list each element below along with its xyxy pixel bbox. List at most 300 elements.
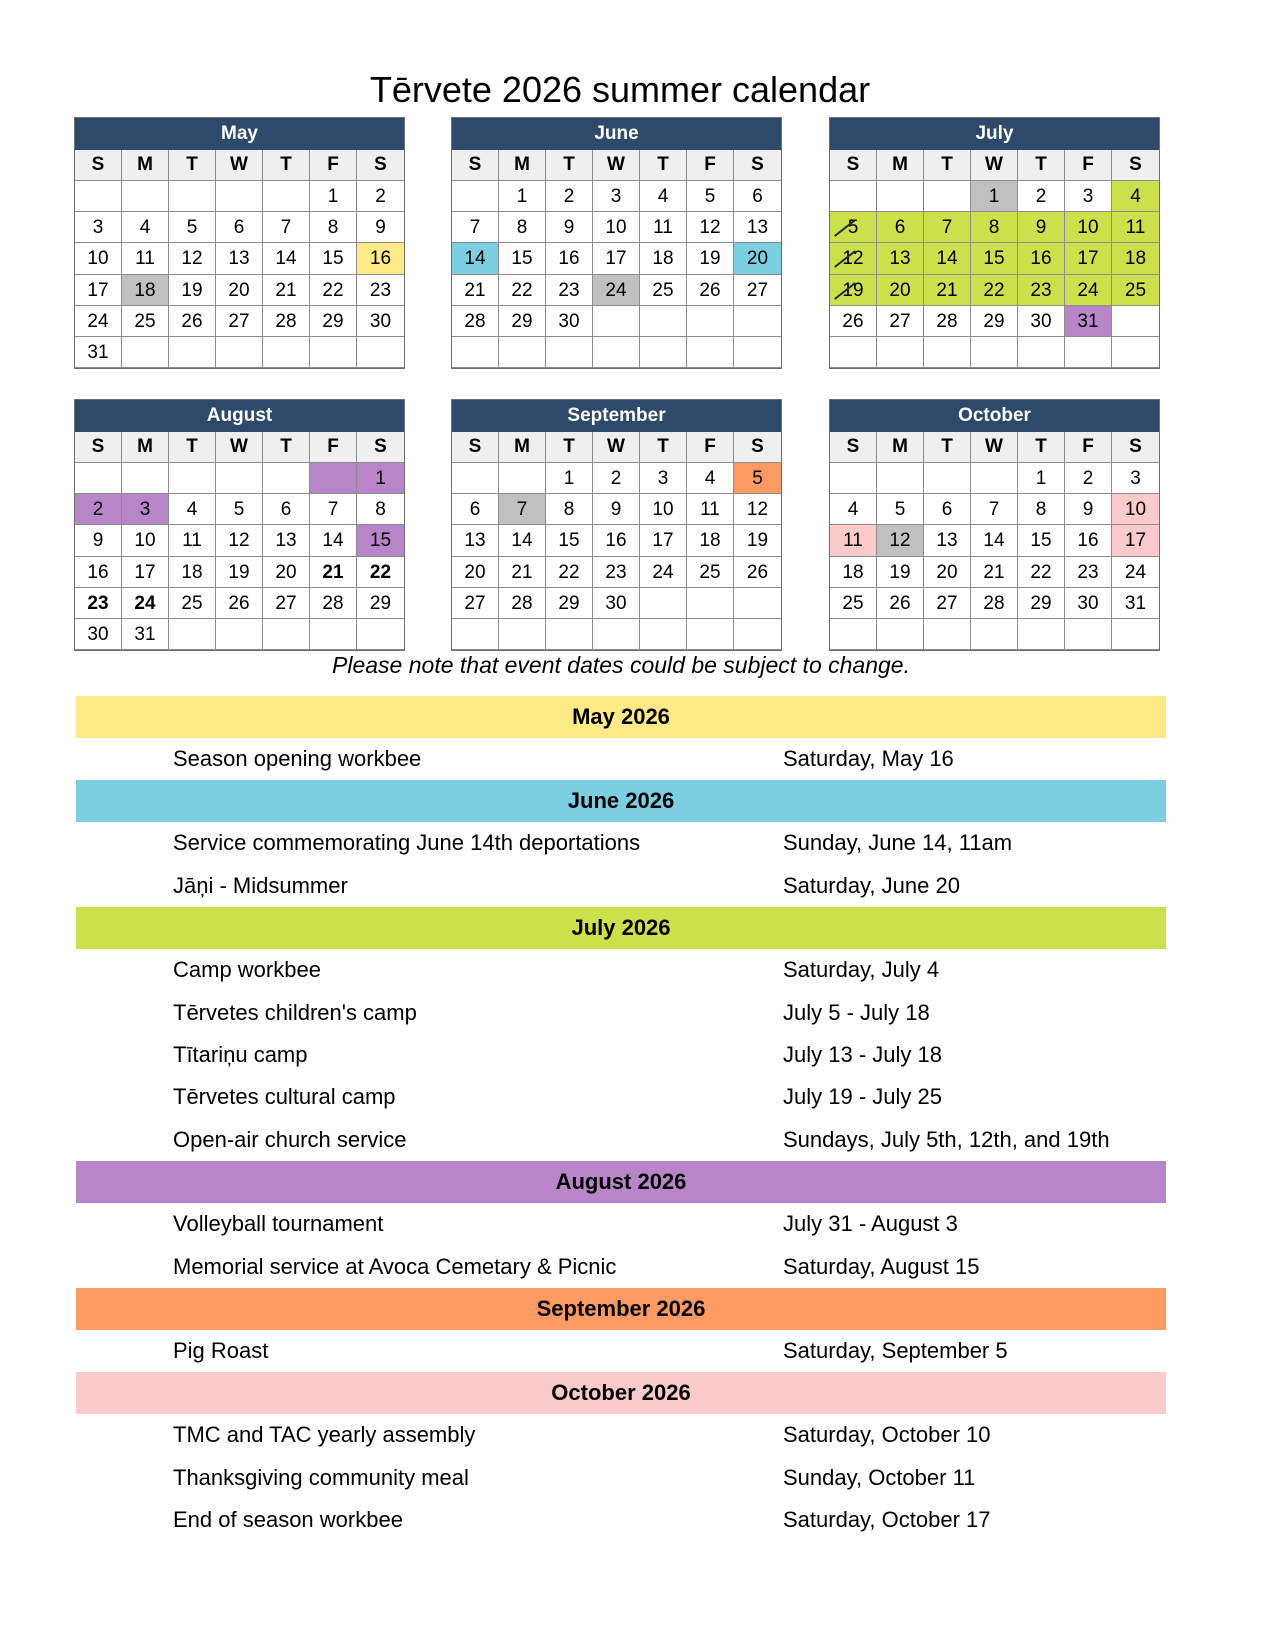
day-cell: 10 [75, 243, 122, 274]
day-cell: 26 [169, 306, 216, 337]
day-cell: 26 [830, 306, 877, 337]
day-cell: 9 [357, 212, 404, 243]
event-date: Saturday, October 10 [783, 1422, 991, 1448]
day-cell: 30 [75, 619, 122, 650]
day-cell: 3 [1065, 181, 1112, 212]
day-cell: 17 [122, 557, 169, 588]
empty-cell [310, 337, 357, 368]
day-cell: 6 [877, 212, 924, 243]
weekday-header: M [122, 150, 169, 181]
day-cell: 30 [1018, 306, 1065, 337]
day-cell: 16 [546, 243, 593, 274]
empty-cell [216, 463, 263, 494]
day-cell: 16 [593, 525, 640, 556]
day-cell: 11 [122, 243, 169, 274]
weekday-header: S [830, 432, 877, 463]
day-cell: 25 [1112, 275, 1159, 306]
empty-cell [640, 306, 687, 337]
month-name: October [830, 400, 1159, 432]
empty-cell [593, 306, 640, 337]
day-cell: 9 [75, 525, 122, 556]
month-name: August [75, 400, 404, 432]
day-cell: 5 [216, 494, 263, 525]
day-cell: 19 [830, 275, 877, 306]
day-cell: 7 [971, 494, 1018, 525]
day-cell: 7 [499, 494, 546, 525]
month-name: September [452, 400, 781, 432]
event-list [76, 696, 1166, 1541]
day-cell: 27 [263, 588, 310, 619]
day-cell: 15 [1018, 525, 1065, 556]
empty-cell [593, 337, 640, 368]
day-cell: 31 [1112, 588, 1159, 619]
day-cell: 30 [546, 306, 593, 337]
day-cell: 27 [216, 306, 263, 337]
event-date: Saturday, June 20 [783, 872, 960, 898]
weekday-header: T [169, 432, 216, 463]
day-cell: 8 [357, 494, 404, 525]
day-cell: 28 [452, 306, 499, 337]
empty-cell [169, 337, 216, 368]
month-june [451, 117, 782, 369]
event-date: Saturday, July 4 [783, 957, 940, 983]
weekday-header: T [924, 432, 971, 463]
event-row [76, 992, 1166, 1034]
day-cell: 12 [877, 525, 924, 556]
weekday-header: T [640, 432, 687, 463]
day-cell: 14 [924, 243, 971, 274]
day-cell: 5 [830, 212, 877, 243]
empty-cell [1018, 337, 1065, 368]
day-cell: 12 [169, 243, 216, 274]
empty-cell [687, 588, 734, 619]
day-cell: 6 [216, 212, 263, 243]
empty-cell [687, 619, 734, 650]
day-cell: 2 [1018, 181, 1065, 212]
event-date: Sundays, July 5th, 12th, and 19th [783, 1126, 1110, 1152]
day-cell: 3 [75, 212, 122, 243]
weekday-header: S [1112, 150, 1159, 181]
day-cell: 2 [1065, 463, 1112, 494]
empty-cell [216, 181, 263, 212]
weekday-header: T [924, 150, 971, 181]
day-cell: 13 [877, 243, 924, 274]
weekday-header: F [1065, 432, 1112, 463]
event-date: Saturday, May 16 [783, 746, 954, 771]
day-cell: 11 [830, 525, 877, 556]
day-cell: 5 [169, 212, 216, 243]
day-cell: 14 [452, 243, 499, 274]
day-cell: 26 [216, 588, 263, 619]
day-cell: 20 [877, 275, 924, 306]
event-name: Service commemorating June 14th deportations [173, 830, 641, 856]
day-cell: 29 [1018, 588, 1065, 619]
day-cell: 1 [971, 181, 1018, 212]
empty-cell [971, 619, 1018, 650]
empty-cell [452, 337, 499, 368]
day-cell: 21 [924, 275, 971, 306]
day-cell: 16 [1018, 243, 1065, 274]
day-cell: 27 [452, 588, 499, 619]
weekday-header: T [1018, 432, 1065, 463]
empty-cell [1112, 306, 1159, 337]
event-date: Sunday, June 14, 11am [783, 830, 1013, 856]
day-cell: 9 [1065, 494, 1112, 525]
day-cell: 23 [1018, 275, 1065, 306]
empty-cell [924, 181, 971, 212]
day-cell: 3 [640, 463, 687, 494]
day-cell: 28 [924, 306, 971, 337]
weekday-header: T [1018, 150, 1065, 181]
day-cell: 1 [310, 181, 357, 212]
day-cell: 3 [1112, 463, 1159, 494]
day-cell: 4 [687, 463, 734, 494]
day-cell: 20 [452, 557, 499, 588]
empty-cell [263, 619, 310, 650]
day-cell: 6 [924, 494, 971, 525]
month-august [74, 399, 405, 651]
empty-cell [499, 463, 546, 494]
empty-cell [1065, 337, 1112, 368]
day-cell: 13 [263, 525, 310, 556]
event-name: Tītariņu camp [173, 1041, 308, 1067]
day-cell: 25 [169, 588, 216, 619]
day-cell: 18 [122, 275, 169, 306]
day-cell: 15 [310, 243, 357, 274]
day-cell: 2 [593, 463, 640, 494]
day-cell: 13 [924, 525, 971, 556]
day-cell: 18 [169, 557, 216, 588]
empty-cell [734, 619, 781, 650]
section-heading: October 2026 [76, 1372, 1166, 1414]
day-cell: 18 [1112, 243, 1159, 274]
weekday-header: W [216, 432, 263, 463]
weekday-header: S [830, 150, 877, 181]
weekday-header: T [263, 150, 310, 181]
day-cell: 17 [640, 525, 687, 556]
day-cell: 28 [263, 306, 310, 337]
weekday-header: T [640, 150, 687, 181]
event-date: July 31 - August 3 [783, 1211, 958, 1237]
month-october [829, 399, 1160, 651]
day-cell: 7 [924, 212, 971, 243]
day-cell: 11 [640, 212, 687, 243]
day-cell: 21 [263, 275, 310, 306]
weekday-header: S [452, 432, 499, 463]
day-cell: 12 [687, 212, 734, 243]
empty-cell [971, 463, 1018, 494]
empty-cell [216, 337, 263, 368]
day-cell: 4 [1112, 181, 1159, 212]
weekday-header: S [357, 150, 404, 181]
day-cell: 16 [75, 557, 122, 588]
day-cell: 24 [1112, 557, 1159, 588]
event-row [76, 1076, 1166, 1118]
day-cell: 8 [546, 494, 593, 525]
empty-cell [1018, 619, 1065, 650]
day-cell: 1 [357, 463, 404, 494]
event-date: Saturday, October 17 [783, 1507, 991, 1533]
empty-cell [452, 463, 499, 494]
weekday-header: W [593, 432, 640, 463]
empty-cell [1065, 619, 1112, 650]
weekday-header: M [499, 150, 546, 181]
day-cell: 7 [310, 494, 357, 525]
month-name: June [452, 118, 781, 150]
event-row [76, 1499, 1166, 1541]
event-row [76, 1034, 1166, 1076]
day-cell: 23 [75, 588, 122, 619]
day-cell: 16 [357, 243, 404, 274]
day-cell: 4 [830, 494, 877, 525]
day-cell: 28 [310, 588, 357, 619]
day-cell: 7 [263, 212, 310, 243]
weekday-header: S [75, 150, 122, 181]
empty-cell [122, 337, 169, 368]
day-cell: 21 [499, 557, 546, 588]
day-cell: 7 [452, 212, 499, 243]
day-cell: 15 [971, 243, 1018, 274]
event-name: TMC and TAC yearly assembly [173, 1422, 476, 1448]
day-cell: 22 [1018, 557, 1065, 588]
empty-cell [640, 588, 687, 619]
weekday-header: F [687, 150, 734, 181]
event-name: Season opening workbee [173, 746, 422, 771]
day-cell: 14 [310, 525, 357, 556]
empty-cell [216, 619, 263, 650]
change-note: Please note that event dates could be subject to change. [332, 652, 910, 678]
day-cell: 18 [830, 557, 877, 588]
day-cell: 20 [263, 557, 310, 588]
day-cell: 11 [169, 525, 216, 556]
day-grid [830, 432, 1159, 650]
day-grid [75, 150, 404, 368]
day-cell: 17 [1112, 525, 1159, 556]
day-cell: 12 [734, 494, 781, 525]
day-cell: 29 [357, 588, 404, 619]
empty-cell [357, 619, 404, 650]
day-cell: 27 [734, 275, 781, 306]
empty-cell [122, 463, 169, 494]
day-cell: 20 [924, 557, 971, 588]
empty-cell [593, 619, 640, 650]
day-cell: 10 [593, 212, 640, 243]
weekday-header: T [546, 150, 593, 181]
day-cell: 3 [593, 181, 640, 212]
day-cell: 23 [593, 557, 640, 588]
day-cell: 14 [971, 525, 1018, 556]
event-row [76, 822, 1166, 864]
weekday-header: M [122, 432, 169, 463]
event-name: Tērvetes cultural camp [173, 1084, 396, 1110]
empty-cell [924, 619, 971, 650]
event-row [76, 1203, 1166, 1245]
day-cell: 24 [640, 557, 687, 588]
day-cell: 27 [924, 588, 971, 619]
day-cell: 10 [122, 525, 169, 556]
day-cell: 8 [971, 212, 1018, 243]
day-cell: 22 [499, 275, 546, 306]
day-cell: 17 [593, 243, 640, 274]
day-cell: 4 [169, 494, 216, 525]
event-date: Saturday, August 15 [783, 1253, 980, 1279]
empty-cell [830, 463, 877, 494]
day-cell: 31 [75, 337, 122, 368]
empty-cell [263, 463, 310, 494]
weekday-header: S [734, 150, 781, 181]
event-row [76, 1414, 1166, 1456]
day-cell: 31 [122, 619, 169, 650]
day-cell: 25 [830, 588, 877, 619]
page-title: Tērvete 2026 summer calendar [369, 69, 871, 110]
day-cell: 20 [734, 243, 781, 274]
event-row [76, 949, 1166, 991]
day-cell: 1 [499, 181, 546, 212]
day-cell: 19 [734, 525, 781, 556]
day-cell: 20 [216, 275, 263, 306]
empty-cell [734, 337, 781, 368]
day-cell: 10 [1065, 212, 1112, 243]
day-cell: 12 [216, 525, 263, 556]
day-cell: 29 [971, 306, 1018, 337]
event-row [76, 1457, 1166, 1499]
weekday-header: F [310, 150, 357, 181]
weekday-header: M [877, 150, 924, 181]
day-cell: 5 [687, 181, 734, 212]
day-cell: 6 [263, 494, 310, 525]
day-cell: 21 [452, 275, 499, 306]
event-name: Pig Roast [173, 1337, 269, 1363]
weekday-header: W [971, 432, 1018, 463]
day-cell: 18 [640, 243, 687, 274]
day-cell: 26 [734, 557, 781, 588]
day-cell: 28 [499, 588, 546, 619]
day-cell: 6 [452, 494, 499, 525]
empty-cell [452, 181, 499, 212]
empty-cell [546, 619, 593, 650]
day-cell: 29 [310, 306, 357, 337]
section-heading: September 2026 [76, 1288, 1166, 1330]
weekday-header: W [593, 150, 640, 181]
empty-cell [830, 619, 877, 650]
empty-cell [452, 619, 499, 650]
empty-cell [310, 463, 357, 494]
empty-cell [734, 588, 781, 619]
day-cell: 4 [122, 212, 169, 243]
weekday-header: T [263, 432, 310, 463]
day-cell: 2 [357, 181, 404, 212]
day-cell: 19 [216, 557, 263, 588]
weekday-header: M [877, 432, 924, 463]
day-cell: 8 [499, 212, 546, 243]
weekday-header: F [687, 432, 734, 463]
empty-cell [971, 337, 1018, 368]
day-cell: 23 [357, 275, 404, 306]
empty-cell [924, 337, 971, 368]
day-cell: 8 [1018, 494, 1065, 525]
day-cell: 17 [1065, 243, 1112, 274]
day-cell: 29 [499, 306, 546, 337]
event-row [76, 865, 1166, 907]
weekday-header: S [75, 432, 122, 463]
day-cell: 27 [877, 306, 924, 337]
event-date: Saturday, September 5 [783, 1337, 1008, 1363]
day-cell: 8 [310, 212, 357, 243]
day-cell: 1 [1018, 463, 1065, 494]
weekday-header: F [310, 432, 357, 463]
day-cell: 25 [640, 275, 687, 306]
day-cell: 24 [1065, 275, 1112, 306]
day-cell: 24 [75, 306, 122, 337]
empty-cell [263, 181, 310, 212]
empty-cell [877, 337, 924, 368]
day-cell: 9 [593, 494, 640, 525]
event-name: Camp workbee [173, 957, 321, 983]
event-name: Open-air church service [173, 1126, 407, 1152]
day-cell: 2 [75, 494, 122, 525]
day-cell: 21 [971, 557, 1018, 588]
day-cell: 13 [216, 243, 263, 274]
empty-cell [640, 619, 687, 650]
day-cell: 1 [546, 463, 593, 494]
event-row [76, 1119, 1166, 1161]
empty-cell [1112, 619, 1159, 650]
event-row [76, 1330, 1166, 1372]
month-name: July [830, 118, 1159, 150]
day-cell: 10 [640, 494, 687, 525]
day-cell: 22 [310, 275, 357, 306]
day-cell: 25 [122, 306, 169, 337]
weekday-header: W [971, 150, 1018, 181]
event-name: Tērvetes children's camp [173, 999, 417, 1025]
day-cell: 24 [122, 588, 169, 619]
empty-cell [640, 337, 687, 368]
empty-cell [75, 181, 122, 212]
day-cell: 12 [830, 243, 877, 274]
empty-cell [310, 619, 357, 650]
day-cell: 30 [1065, 588, 1112, 619]
empty-cell [877, 619, 924, 650]
day-cell: 15 [499, 243, 546, 274]
day-cell: 26 [687, 275, 734, 306]
section-heading: June 2026 [76, 780, 1166, 822]
day-cell: 22 [357, 557, 404, 588]
weekday-header: S [734, 432, 781, 463]
empty-cell [734, 306, 781, 337]
day-grid [830, 150, 1159, 368]
day-cell: 14 [263, 243, 310, 274]
empty-cell [546, 337, 593, 368]
event-name: End of season workbee [173, 1507, 403, 1533]
day-cell: 31 [1065, 306, 1112, 337]
day-cell: 19 [687, 243, 734, 274]
day-cell: 23 [1065, 557, 1112, 588]
day-cell: 10 [1112, 494, 1159, 525]
weekday-header: T [546, 432, 593, 463]
section-heading: July 2026 [76, 907, 1166, 949]
empty-cell [877, 463, 924, 494]
empty-cell [169, 463, 216, 494]
day-cell: 3 [122, 494, 169, 525]
day-cell: 30 [593, 588, 640, 619]
event-row [76, 1246, 1166, 1288]
day-cell: 15 [357, 525, 404, 556]
weekday-header: M [499, 432, 546, 463]
event-name: Thanksgiving community meal [173, 1464, 469, 1490]
day-cell: 11 [1112, 212, 1159, 243]
empty-cell [169, 619, 216, 650]
empty-cell [687, 337, 734, 368]
